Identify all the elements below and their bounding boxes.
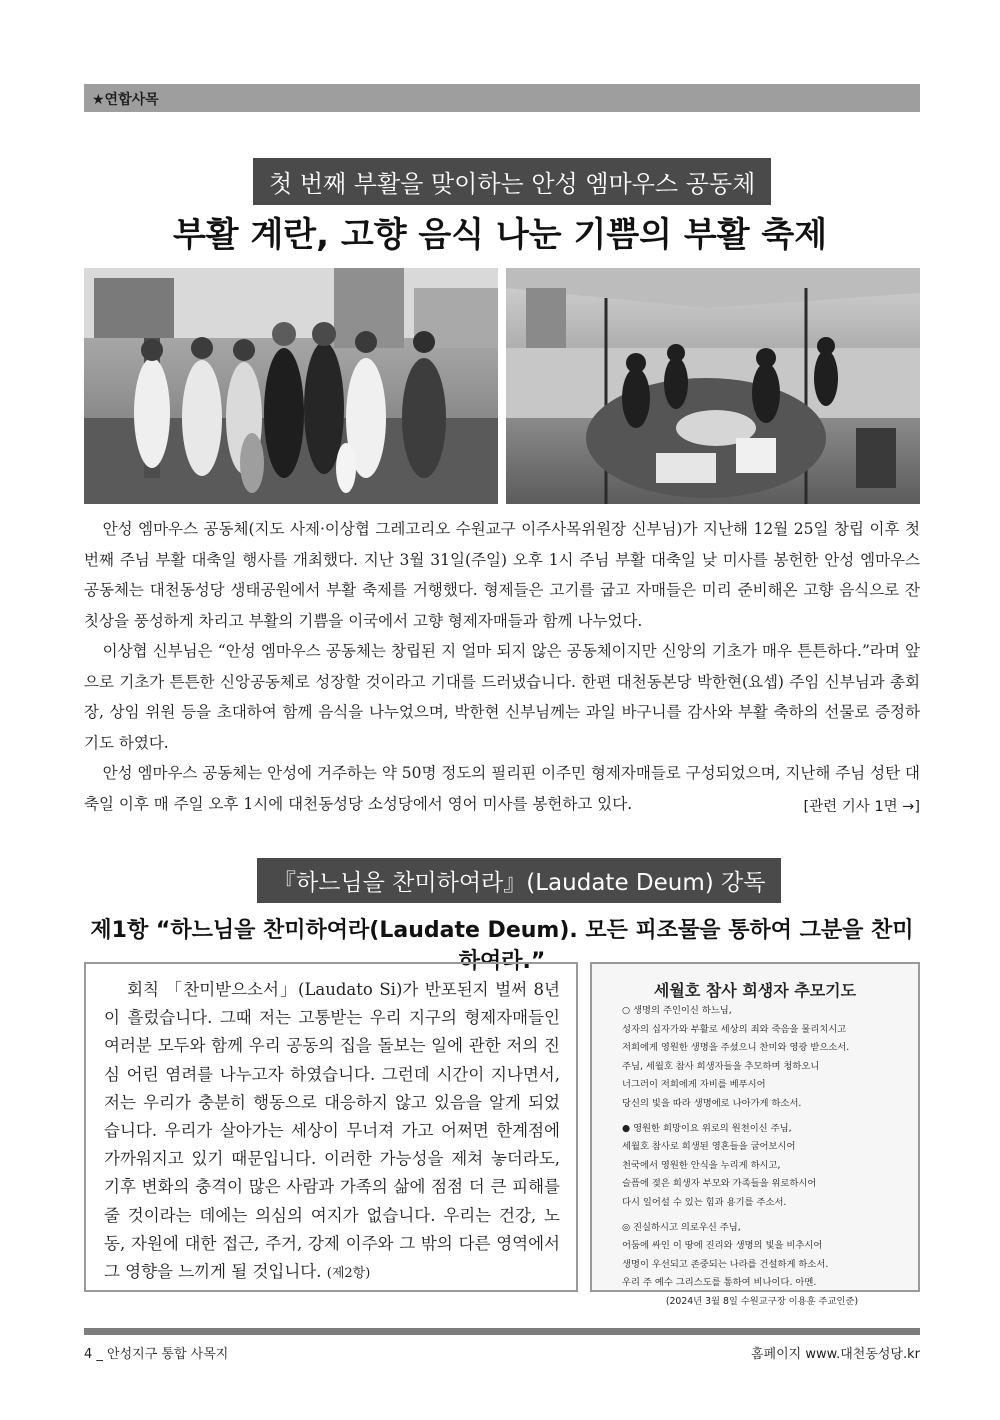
tent-meal-illustration [506,268,920,504]
prayer-box [590,962,920,1307]
prayer-line: 당신의 빛을 따라 생명에로 나아가게 하소서. [622,1097,802,1109]
prayer-date: (2024년 3월 8일 수원교구장 이용훈 주교인준) [665,1295,859,1307]
prayer-line: 성자의 십자가와 부활로 세상의 죄와 죽음을 물리치시고 [622,1023,847,1035]
reading-body: 회칙 「찬미받으소서」(Laudato Si)가 반포된지 벌써 8년이 흘렀습니다. 그때 저는 고통받는 우리 지구의 형제자매들인 여러분 모두와 함께 우리 공동의 집을 돌보는 일에 관한 저의 진심 어린 염려를 나누고자 하였습니다. 그런데 시간이 지나면서, 저는 우리가 충분히 행동으로 대응하지 않고 있음을 알게 되었습니다. 우리가 살아가는 세상이 무너져 가고 어쩌면 한계점에 가까워지고 있기 때문입니다. 이러한 가능성을 제쳐 놓더라도, 기후 변화의 충격이 많은 사람과 가족의 삶에 점점 더 큰 피해를 줄 것이라는 데에는 의심의 여지가 없습니다. 우리는 건강, 노동, 자원에 대한 접근, 주거, 강제 이주와 그 밖의 다른 영역에서 그 영향을 느끼게 될 것입니다. [104,980,560,1282]
group-photo [84,268,498,504]
prayer-line: 세월호 참사로 희생된 영혼들을 굽어보시어 [622,1141,796,1153]
reading-note: (제2항) [326,1266,371,1282]
article1-paragraph: 안성 엠마우스 공동체는 안성에 거주하는 약 50명 정도의 필리핀 이주민 형제자매들로 구성되었으며, 지난해 주님 성탄 대축일 이후 매 주일 오후 1시에 대천동성당 소성당에서 영어 미사를 봉헌하고 있다. [84,764,920,813]
group-photo-illustration [84,268,498,504]
prayer-section [622,1120,912,1213]
prayer-line: 저희에게 영원한 생명을 주셨으니 찬미와 영광 받으소서. [622,1042,850,1054]
prayer-line: 우리 주 예수 그리스도를 통하여 비나이다. 아멘. [622,1277,817,1289]
article1-body [84,514,920,819]
reading-box [84,962,578,1292]
footer-bar [84,1328,920,1335]
prayer-title: 세월호 참사 희생자 추모기도 [653,981,857,1000]
prayer-section [622,1002,912,1114]
prayer-line: 주님, 세월호 참사 희생자들을 추모하며 청하오니 [622,1060,820,1072]
article2-kicker: 『하느님을 찬미하여라』(Laudate Deum) 강독 [257,858,781,903]
prayer-line: ● 영원한 희망이요 위로의 원천이신 주님, [622,1122,792,1134]
prayer-line: 슬픔에 젖은 희생자 부모와 가족들을 위로하시어 [622,1178,817,1190]
section-header-bar [84,84,920,112]
prayer-line: 천국에서 영원한 안식을 누리게 하시고, [622,1159,781,1171]
footer-page-label: 4 _ 안성지구 통합 사목지 [84,1347,229,1362]
prayer-line: ◎ 진실하시고 의로우신 주님, [622,1221,741,1233]
article1-headline: 부활 계란, 고향 음식 나눈 기쁨의 부활 축제 [172,215,828,255]
article1-paragraph: 이상협 신부님은 “안성 엠마우스 공동체는 창립된 지 얼마 되지 않은 공동체이지만 신앙의 기초가 매우 튼튼하다.”라며 앞으로 기초가 튼튼한 신앙공동체로 성장할 것이라고 기대를 드러냈습니다. 한편 대천동본당 박한현(요셉) 주임 신부님과 총회장, 상임 위원 등을 초대하여 함께 음식을 나누었으며, 박한현 신부님께는 과일 바구니를 감사와 부활 축하의 선물로 증정하기도 하였다. [84,642,920,752]
prayer-section [622,1219,912,1312]
section-label: ★연합사목 [92,92,159,108]
article1-paragraph: 안성 엠마우스 공동체(지도 사제·이상협 그레고리오 수원교구 이주사목위원장 신부님)가 지난해 12월 25일 창립 이후 첫 번째 주님 부활 대축일 행사를 개최했다. 지난 3월 31일(주일) 오후 1시 주님 부활 대축일 낮 미사를 봉헌한 안성 엠마우스 공동체는 대천동성당 생태공원에서 부활 축제를 거행했다. 형제들은 고기를 굽고 자매들은 미리 준비해온 고향 음식으로 잔칫상을 풍성하게 차리고 부활의 기쁨을 이국에서 고향 형제자매들과 함께 나누었다. [84,520,920,630]
prayer-line: 어둠에 싸인 이 땅에 진리와 생명의 빛을 비추시어 [622,1240,823,1252]
prayer-line: ○ 생명의 주인이신 하느님, [622,1005,732,1016]
prayer-body [622,1002,912,1318]
tent-meal-photo [506,268,920,504]
reading-text [104,976,560,1288]
article1-kicker: 첫 번째 부활을 맞이하는 안성 엠마우스 공동체 [253,158,771,205]
article2-headline: 제1항 “하느님을 찬미하여라(Laudate Deum). 모든 피조물을 통하여 그분을 찬미하여라.” [90,918,914,974]
prayer-line: 생명이 우선되고 존중되는 나라를 건설하게 하소서. [622,1258,829,1270]
prayer-line: 너그러이 저희에게 자비를 베푸시어 [622,1079,766,1091]
footer-homepage[interactable]: 홈페이지 www.대천동성당.kr [751,1347,920,1362]
prayer-line: 다시 일어설 수 있는 힘과 용기를 주소서. [622,1196,787,1208]
related-article-link[interactable]: [관련 기사 1면 →] [803,799,920,815]
